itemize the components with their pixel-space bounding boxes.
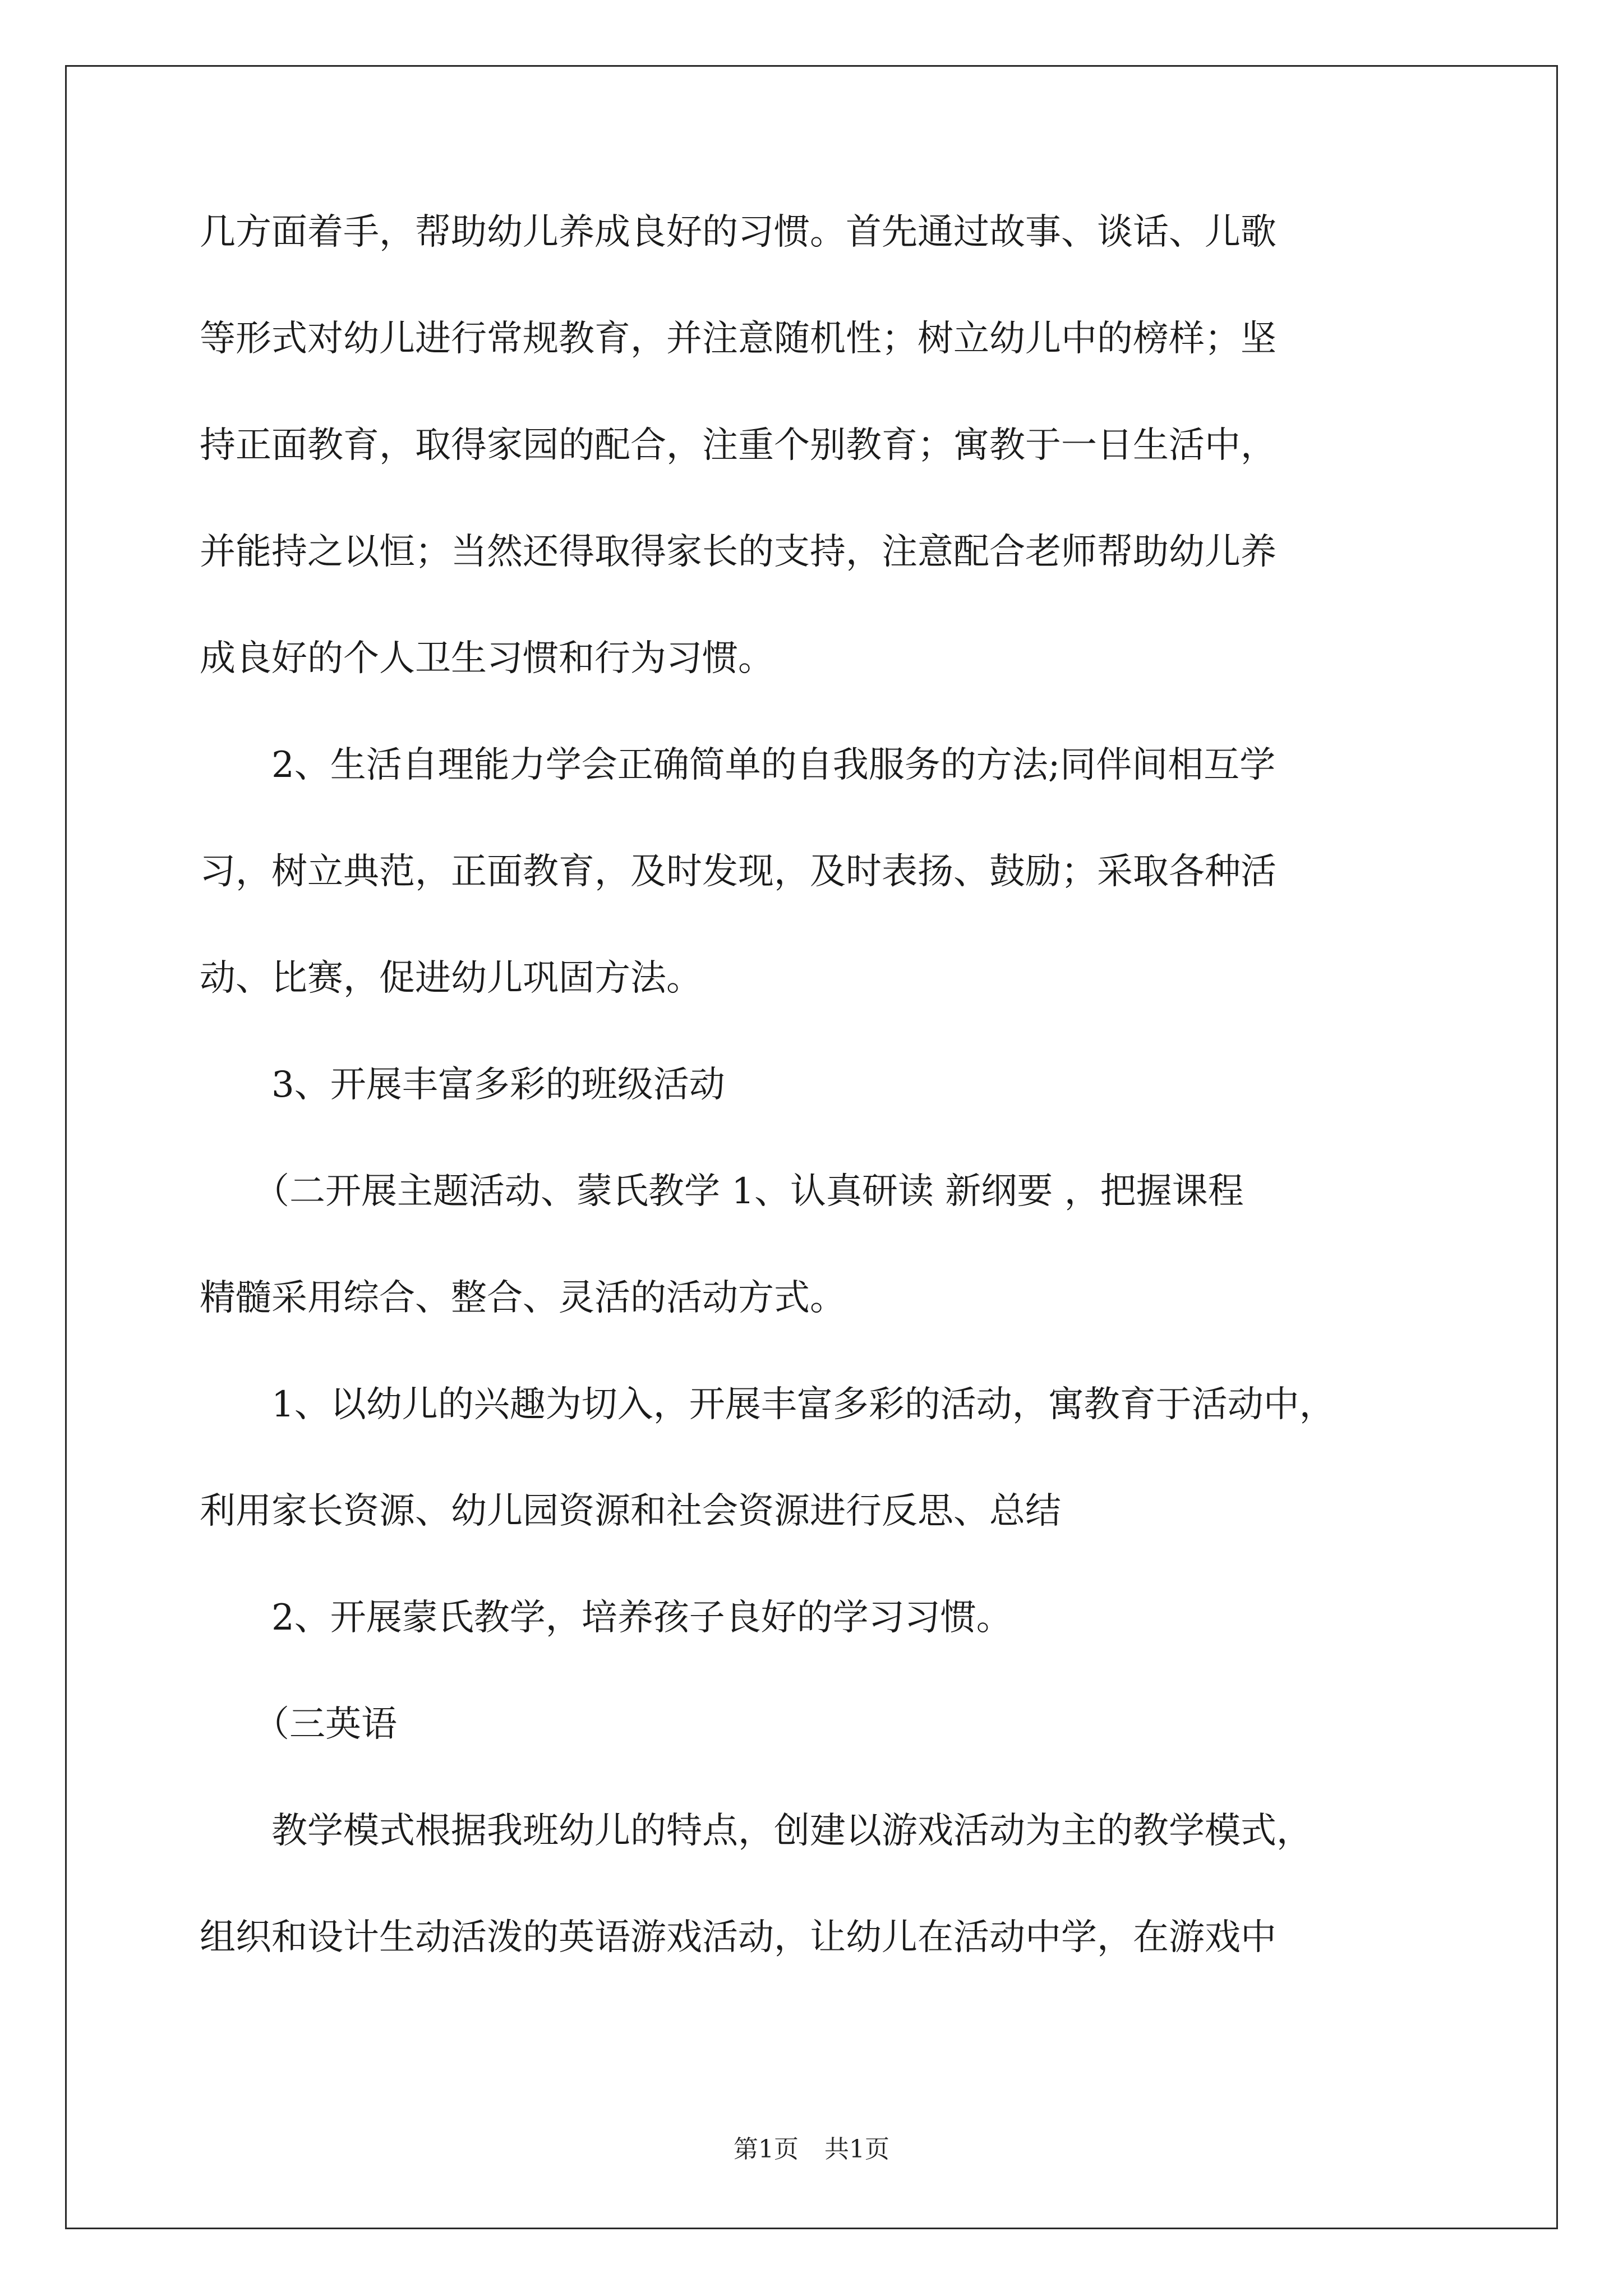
text-line: 2、开展蒙氏教学，培养孩子良好的学习习惯。	[200, 1597, 1012, 1639]
text-line: （二开展主题活动、蒙氏教学 1、认真研读 新纲要 ，把握课程	[200, 1171, 1244, 1212]
text-line: 1、以幼儿的兴趣为切入，开展丰富多彩的活动，寓教育于活动中，	[200, 1384, 1335, 1425]
text-line: 成良好的个人卫生习惯和行为习惯。	[200, 638, 774, 679]
text-line: （三英语	[200, 1704, 397, 1745]
text-line: 3、开展丰富多彩的班级活动	[200, 1064, 725, 1106]
document-body	[200, 212, 1422, 2024]
text-line: 几方面着手，帮助幼儿养成良好的习惯。首先通过故事、谈话、儿歌	[200, 211, 1276, 253]
text-line: 利用家长资源、幼儿园资源和社会资源进行反思、总结	[200, 1490, 1061, 1532]
page-total: 共1页	[824, 2135, 889, 2164]
text-line: 2、生活自理能力学会正确简单的自我服务的方法;同伴间相互学	[200, 744, 1276, 786]
text-line: 精髓采用综合、整合、灵活的活动方式。	[200, 1277, 846, 1319]
text-line: 动、比赛，促进幼儿巩固方法。	[200, 958, 702, 999]
text-line: 组织和设计生动活泼的英语游戏活动，让幼儿在活动中学，在游戏中	[200, 1917, 1276, 1958]
page-number: 第1页	[734, 2135, 799, 2164]
page-footer	[0, 2136, 1623, 2163]
text-line: 并能持之以恒；当然还得取得家长的支持，注意配合老师帮助幼儿养	[200, 531, 1276, 573]
text-line: 持正面教育，取得家园的配合，注重个别教育；寓教于一日生活中，	[200, 425, 1276, 466]
text-line: 教学模式根据我班幼儿的特点，创建以游戏活动为主的教学模式，	[200, 1810, 1312, 1852]
text-line: 习，树立典范，正面教育，及时发现，及时表扬、鼓励；采取各种活	[200, 851, 1276, 892]
text-line: 等形式对幼儿进行常规教育，并注意随机性；树立幼儿中的榜样；坚	[200, 318, 1276, 360]
